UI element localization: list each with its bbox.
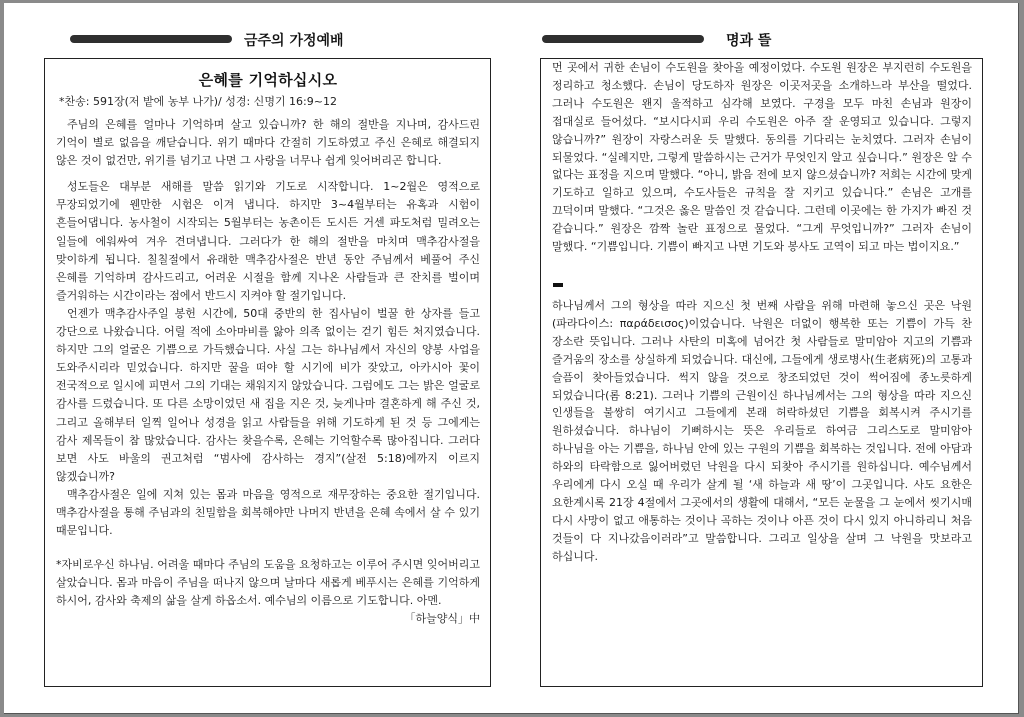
sermon-paragraph: 주님의 은혜를 얼마나 기억하며 살고 있습니까? 한 해의 절반을 지나며, 감사드린 기억이 별로 없음을 깨닫습니다. 위기 때마다 간절히 기도하였고 주신 은혜로 해결되지 않은 것이 없건만, 위기를 넘기고 나면 그 사랑을 너무나 쉽게 잊어버리곤 합니다. [56, 118, 480, 168]
closing-prayer [56, 556, 480, 626]
worship-box [44, 58, 491, 687]
source-signature: 「하늘양식」中 [404, 612, 480, 626]
reflection-paragraph: 하나님께서 그의 형상을 따라 지으신 첫 번째 사람을 위해 마련해 놓으신 곳은 낙원(파라다이스: παράδεισος)이었습니다. 낙원은 더없이 행복한 또는 기쁨이 가득 찬 장소란 뜻입니다. 그러나 사탄의 미혹에 넘어간 첫 사람들로 말미암아 지고의 기쁨과 즐거움의 장소를 상실하게 되었습니다. 대신에, 그들에게 생로병사(生老病死)의 고통과 슬픔이 찾아들었습니다. 썩지 않을 것으로 창조되었던 것이 썩어짐에 종노릇하게 되었습니다(롬 8:21). 그러나 기쁨의 근원이신 하나님께서는 그의 형상을 따라 지으신 인생들을 불쌍히 여기시고 그들에게 본래 허락하셨던 기쁨을 회복시켜 주시기를 원하셨습니다. 하나님이 기뻐하시는 뜻은 우리들로 하여금 그리스도로 말미암아 하나님을 아는 기쁨을, 하나님 안에 있는 구원의 기쁨을 회복하는 것입니다. 전에 아담과 하와의 타락함으로 잃어버렸던 낙원을 다시 되찾아 주시기를 원하십니다. 예수님께서 우리에게 다시 오실 때 우리가 살게 될 ‘새 하늘과 새 땅’이 그곳입니다. 사도 요한은 요한계시록 21장 4절에서 그곳에서의 생활에 대해서, “모든 눈물을 그 눈에서 씻기시매 다시 사망이 없고 애통하는 것이나 곡하는 것이나 아픈 것이 다시 있지 아니하리니 처음 것들이 다 지나갔음이러라”고 말씀합니다. 그리고 일상을 살며 그 낙원을 맛보라고 하십니다. [552, 298, 972, 563]
sermon-paragraph: 맥추감사절은 일에 지쳐 있는 몸과 마음을 영적으로 재무장하는 중요한 절기입니다. 맥추감사절을 통해 주님과의 친밀함을 회복해야만 나머지 반년을 은혜 속에서 살 수 있기 때문입니다. [56, 487, 480, 538]
story-paragraph: 먼 곳에서 귀한 손님이 수도원을 찾아올 예정이었다. 수도원 원장은 부지런히 수도원을 정리하고 청소했다. 손님이 당도하자 원장은 이곳저곳을 소개하느라 부산을 떨었다. 그러나 수도원은 왠지 울적하고 심각해 보였다. 구경을 모두 마친 손님과 원장이 접대실로 들어섰다. “보시다시피 우리 수도원은 아주 잘 운영되고 있습니다. 그렇지 않습니까?” 원장이 자랑스러운 듯 말했다. 동의를 기다리는 눈치였다. 그러자 손님이 되물었다. “실례지만, 그렇게 말씀하시는 근거가 무엇인지 알고 싶습니다.” 원장은 알 수 없다는 표정을 지으며 말했다. “아니, 밝음 전에 보지 않으셨습니까? 저희는 시간에 맞게 기도하고 일하고 있으며, 수도사들은 규칙을 잘 지키고 있습니다.” 손님은 고개를 끄덕이며 말했다. “그것은 옳은 말씀인 것 같습니다. 그런데 이곳에는 한 가지가 빠진 것 같습니다.” 원장은 깜짝 놀란 표정으로 물었다. “그게 무엇입니까?” 그러자 손님이 말했다. “기쁨입니다. 기쁨이 빠지고 나면 기도와 봉사도 고역이 되고 마는 법이지요.” [552, 61, 972, 254]
section-divider-mark [553, 283, 563, 287]
sermon-paragraph: 성도들은 대부분 새해를 말씀 읽기와 기도로 시작합니다. 1~2월은 영적으로 무장되었기에 웬만한 시험은 이겨 냅니다. 하지만 3~4월부터는 유혹과 시험이 흔들어댑니다. 농사철이 시작되는 5월부터는 농촌이든 도시든 거센 파도처럼 밀려오는 일들에 에워싸여 겨우 견뎌냅니다. 그러다가 한 해의 절반을 마치며 맥추감사절을 맞이하게 됩니다. 칠칠절에서 유래한 맥추감사절은 반년 동안 주님께서 베풀어 주신 은혜를 기억하며 감사드리고, 어려운 시절을 함께 지나온 사람들과 큰 잔치를 벌이며 즐거워하는 시간이라는 점에서 반드시 지켜야 할 절기입니다. [56, 180, 480, 302]
sermon-paragraph: 언젠가 맥추감사주일 봉헌 시간에, 50대 중반의 한 집사님이 벌꿀 한 상자를 들고 강단으로 나왔습니다. 어릴 적에 소아마비를 앓아 의족 없이는 걷기 힘든 처지였습니다. 하지만 그의 얼굴은 기쁨으로 가득했습니다. 사실 그는 하나님께서 자신의 양봉 사업을 도와주시리라 믿었습니다. 하지만 꿀을 떠야 할 시기에 비가 잦았고, 아카시아 꽃이 전국적으로 일시에 피면서 그의 기대는 채워지지 않았습니다. 그럼에도 그는 밝은 얼굴로 감사를 드렸습니다. 또 다른 소망이었던 새 집을 지은 것, 늦게나마 결혼하게 해 주신 것, 그리고 올해부터 일찍 일어나 성경을 읽고 사람들을 위해 기도하게 된 것 등 그에게는 감사 제목들이 참 많았습니다. 감사는 찾을수록, 은혜는 기억할수록 많아집니다. 그러다 보면 사도 바울의 권고처럼 “범사에 감사하는 경지”(살전 5:18)에까지 이르지 않겠습니까? [56, 306, 480, 483]
bulletin-page [4, 3, 1019, 714]
header-bar-left [70, 35, 232, 43]
right-section-title: 명과 뜰 [726, 33, 772, 49]
sermon-title: 은혜를 기억하십시오 [198, 71, 338, 89]
left-section-title: 금주의 가정예배 [244, 33, 344, 49]
meditation-box [540, 58, 983, 687]
hymn-scripture-line: *찬송: 591장(저 밭에 농부 나가)/ 성경: 신명기 16:9~12 [59, 95, 337, 108]
header-bar-right [542, 35, 704, 43]
prayer-text: *자비로우신 하나님. 어려울 때마다 주님의 도움을 요청하고는 이루어 주시면 잊어버리고 살았습니다. 몸과 마음이 주님을 떠나지 않으며 날마다 새롭게 베푸시는 은혜를 기억하게 하시어, 감사와 축제의 삶을 살게 하옵소서. 예수님의 이름으로 기도합니다. 아멘. [56, 558, 480, 608]
